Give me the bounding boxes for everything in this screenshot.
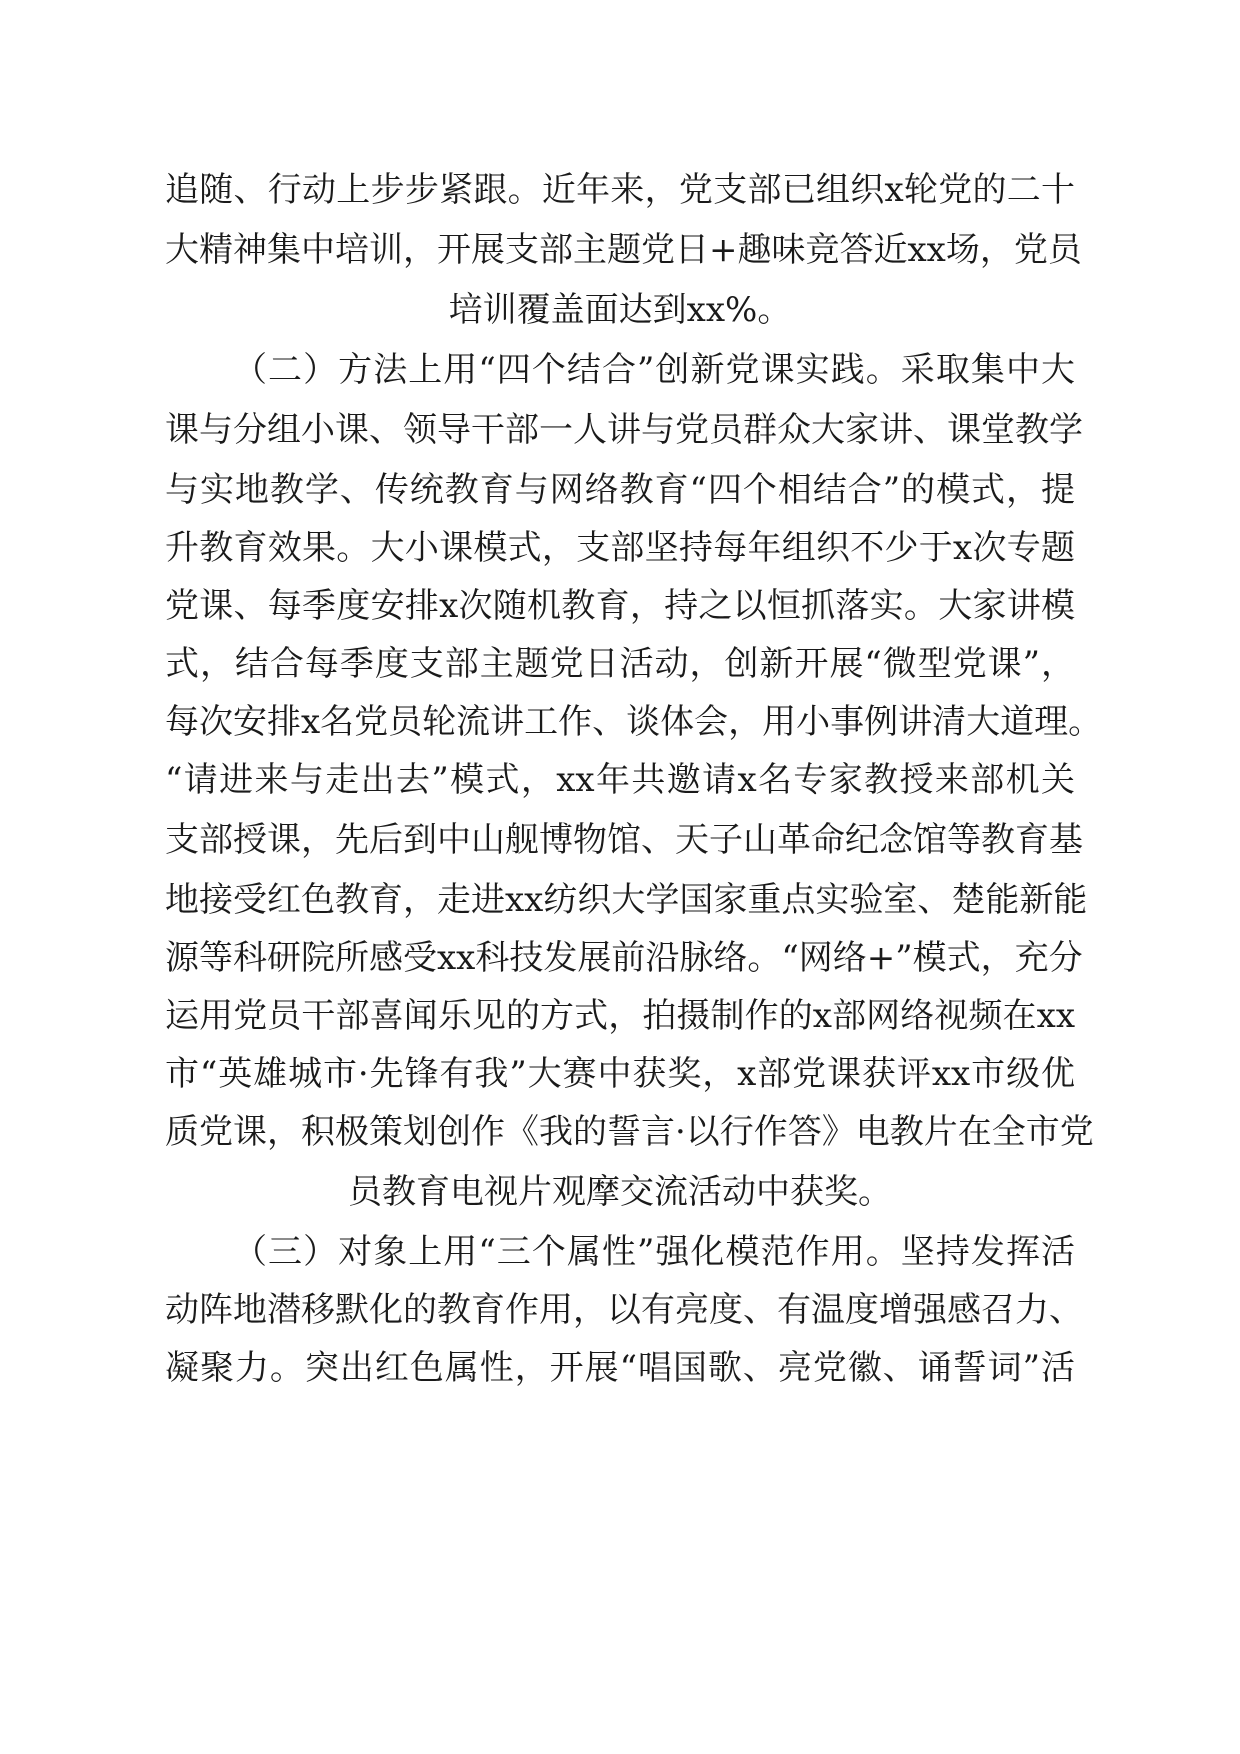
text-line: 运用党员干部喜闻乐见的方式，拍摄制作的x部网络视频在xx bbox=[165, 996, 1075, 1036]
text-line: 追随、行动上步步紧跟。近年来，党支部已组织x轮党的二十 bbox=[165, 170, 1075, 210]
text-line: 课与分组小课、领导干部一人讲与党员群众大家讲、课堂教学 bbox=[165, 410, 1083, 450]
text-line: 党课、每季度安排x次随机教育，持之以恒抓落实。大家讲模 bbox=[165, 586, 1075, 626]
text-line: 升教育效果。大小课模式，支部坚持每年组织不少于x次专题 bbox=[165, 528, 1075, 568]
text-line: 大精神集中培训，开展支部主题党日+趣味竞答近xx场，党员 bbox=[165, 230, 1082, 270]
text-line: 动阵地潜移默化的教育作用，以有亮度、有温度增强感召力、 bbox=[165, 1290, 1083, 1330]
text-line: 支部授课，先后到中山舰博物馆、天子山革命纪念馆等教育基 bbox=[165, 820, 1083, 860]
text-line: 源等科研院所感受xx科技发展前沿脉络。“网络+”模式，充分 bbox=[165, 938, 1083, 978]
text-line: 地接受红色教育，走进xx纺织大学国家重点实验室、楚能新能 bbox=[165, 880, 1088, 920]
section-heading-line: （二）方法上用“四个结合”创新党课实践。采取集中大 bbox=[233, 350, 1075, 390]
section-heading-line: （三）对象上用“三个属性”强化模范作用。坚持发挥活 bbox=[233, 1232, 1075, 1272]
text-line: 每次安排x名党员轮流讲工作、谈体会，用小事例讲清大道理。 bbox=[165, 702, 1103, 742]
paragraph-end-line: 员教育电视片观摩交流活动中获奖。 bbox=[348, 1172, 892, 1212]
text-line: 市“英雄城市·先锋有我”大赛中获奖，x部党课获评xx市级优 bbox=[165, 1054, 1075, 1094]
text-line: 凝聚力。突出红色属性，开展“唱国歌、亮党徽、诵誓词”活 bbox=[165, 1348, 1075, 1388]
text-line: 式，结合每季度支部主题党日活动，创新开展“微型党课”， bbox=[165, 644, 1075, 684]
text-line: “请进来与走出去”模式，xx年共邀请x名专家教授来部机关 bbox=[165, 760, 1075, 800]
text-line: 与实地教学、传统教育与网络教育“四个相结合”的模式，提 bbox=[165, 470, 1075, 510]
paragraph-end-line: 培训覆盖面达到xx%。 bbox=[448, 290, 792, 330]
text-line: 质党课，积极策划创作《我的誓言·以行作答》电教片在全市党 bbox=[165, 1112, 1094, 1152]
